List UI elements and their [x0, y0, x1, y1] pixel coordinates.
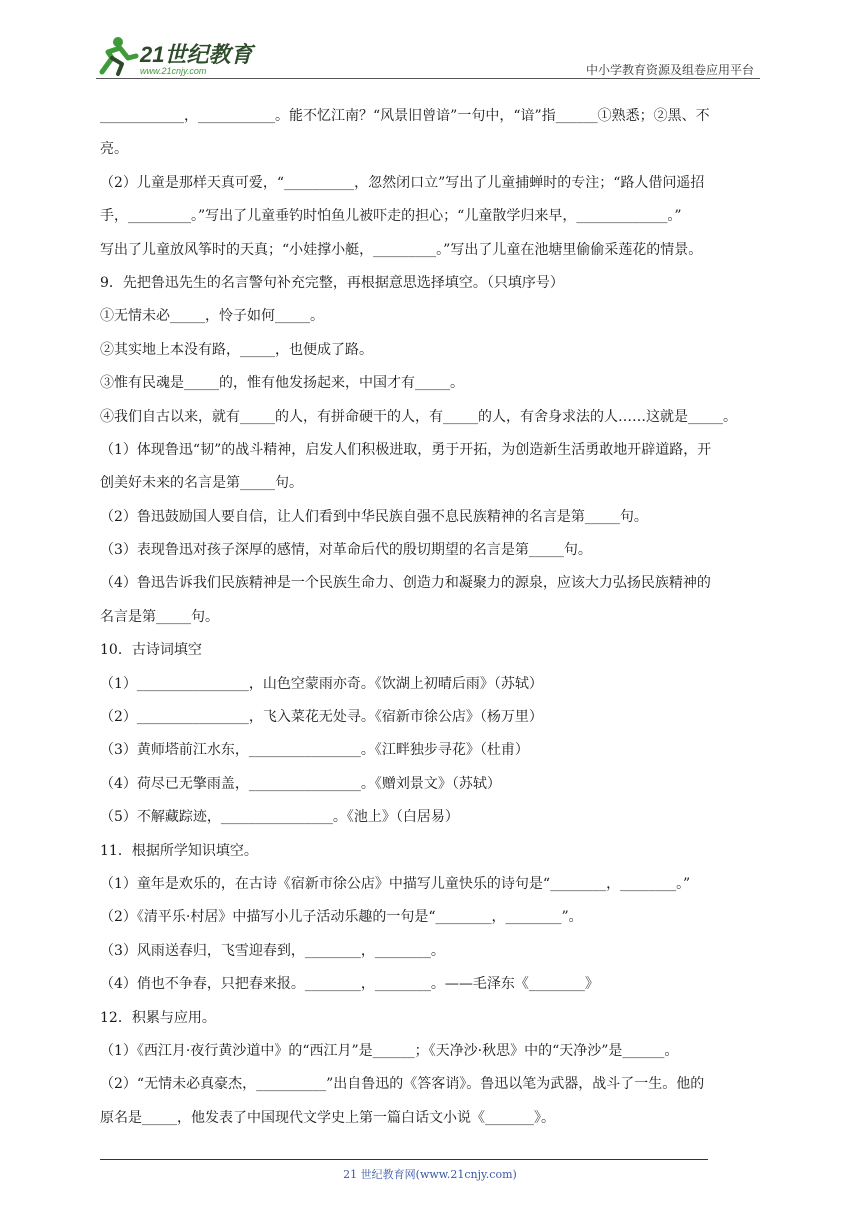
text-line: ①无情未必_____，怜子如何_____。 [100, 308, 324, 325]
question-12-title: 12．积累与应用。 [100, 1009, 216, 1026]
document-body [100, 100, 764, 1135]
question-9-title: 9．先把鲁迅先生的名言警句补充完整，再根据意思选择填空。（只填序号） [100, 274, 564, 291]
text-line: 写出了儿童放风筝时的天真；“小娃撑小艇，_________。”写出了儿童在池塘里偷偷采莲花的情景。 [100, 241, 703, 258]
text-line: （1）________________，山色空蒙雨亦奇。《饮湖上初晴后雨》（苏轼） [100, 675, 543, 692]
text-line: （4）俏也不争春，只把春来报。________，________。——毛泽东《________》 [100, 976, 599, 993]
page-footer: 21 世纪教育网(www.21cnjy.com) [343, 1168, 517, 1181]
text-line: （2）《清平乐·村居》中描写小儿子活动乐趣的一句是“________，________”。 [100, 909, 583, 926]
svg-text:www.21cnjy.com: www.21cnjy.com [140, 66, 207, 76]
text-line: （1）童年是欢乐的，在古诗《宿新市徐公店》中描写儿童快乐的诗句是“________，________。” [100, 875, 691, 892]
text-line: （3）风雨送春归，飞雪迎春到，________，________。 [100, 942, 445, 959]
text-line: ④我们自古以来，就有_____的人，有拼命硬干的人，有_____的人，有舍身求法的人……这就是_____。 [100, 408, 737, 425]
text-line: （3）表现鲁迅对孩子深厚的感情，对革命后代的殷切期望的名言是第_____句。 [100, 542, 592, 559]
text-line: 手，_________。”写出了儿童垂钓时怕鱼儿被吓走的担心；“儿童散学归来早，_____________。” [100, 208, 682, 225]
text-line: （2）儿童是那样天真可爱，“__________，忽然闭口立”写出了儿童捕蝉时的专注；“路人借问遥招 [100, 174, 705, 191]
text-line: 亮。 [100, 141, 128, 158]
site-logo [96, 34, 266, 80]
text-line: 原名是_____，他发表了中国现代文学史上第一篇白话文小说《_______》。 [100, 1109, 555, 1126]
text-line: 创美好未来的名言是第_____句。 [100, 475, 303, 492]
text-line: （5）不解藏踪迹，________________。《池上》（白居易） [100, 809, 459, 826]
text-line: （2）“无情未必真豪杰，__________”出自鲁迅的《答客诮》。鲁迅以笔为武器，战斗了一生。他的 [100, 1076, 705, 1093]
text-line: ____________，___________。能不忆江南？“风景旧曾谙”一句中，“谙”指______①熟悉；②黑、不 [100, 108, 710, 124]
header-divider [96, 78, 760, 79]
text-line: ②其实地上本没有路，_____，也便成了路。 [100, 341, 373, 358]
text-line: ③惟有民魂是_____的，惟有他发扬起来，中国才有_____。 [100, 375, 464, 392]
text-line: （1）《西江月·夜行黄沙道中》的“西江月”是______；《天净沙·秋思》中的“天净沙”是______。 [100, 1042, 679, 1059]
footer-divider [100, 1159, 708, 1160]
text-line: （3）黄师塔前江水东，________________。《江畔独步寻花》（杜甫） [100, 742, 529, 759]
platform-name: 中小学教育资源及组卷应用平台 [585, 63, 754, 77]
text-line: 名言是第_____句。 [100, 608, 219, 625]
page-header [96, 34, 760, 82]
svg-text:21世纪教育: 21世纪教育 [140, 42, 253, 67]
text-line: （4）荷尽已无擎雨盖，________________。《赠刘景文》（苏轼） [100, 775, 501, 792]
question-11-title: 11．根据所学知识填空。 [100, 842, 258, 859]
text-line: （1）体现鲁迅“韧”的战斗精神，启发人们积极进取，勇于开拓，为创造新生活勇敢地开辟道路，开 [100, 441, 712, 458]
question-10-title: 10．古诗词填空 [100, 642, 202, 659]
text-line: （2）________________，飞入菜花无处寻。《宿新市徐公店》（杨万里） [100, 709, 543, 726]
text-line: （2）鲁迅鼓励国人要自信，让人们看到中华民族自强不息民族精神的名言是第_____句。 [100, 508, 648, 525]
text-line: （4）鲁迅告诉我们民族精神是一个民族生命力、创造力和凝聚力的源泉，应该大力弘扬民族精神的 [100, 575, 711, 592]
